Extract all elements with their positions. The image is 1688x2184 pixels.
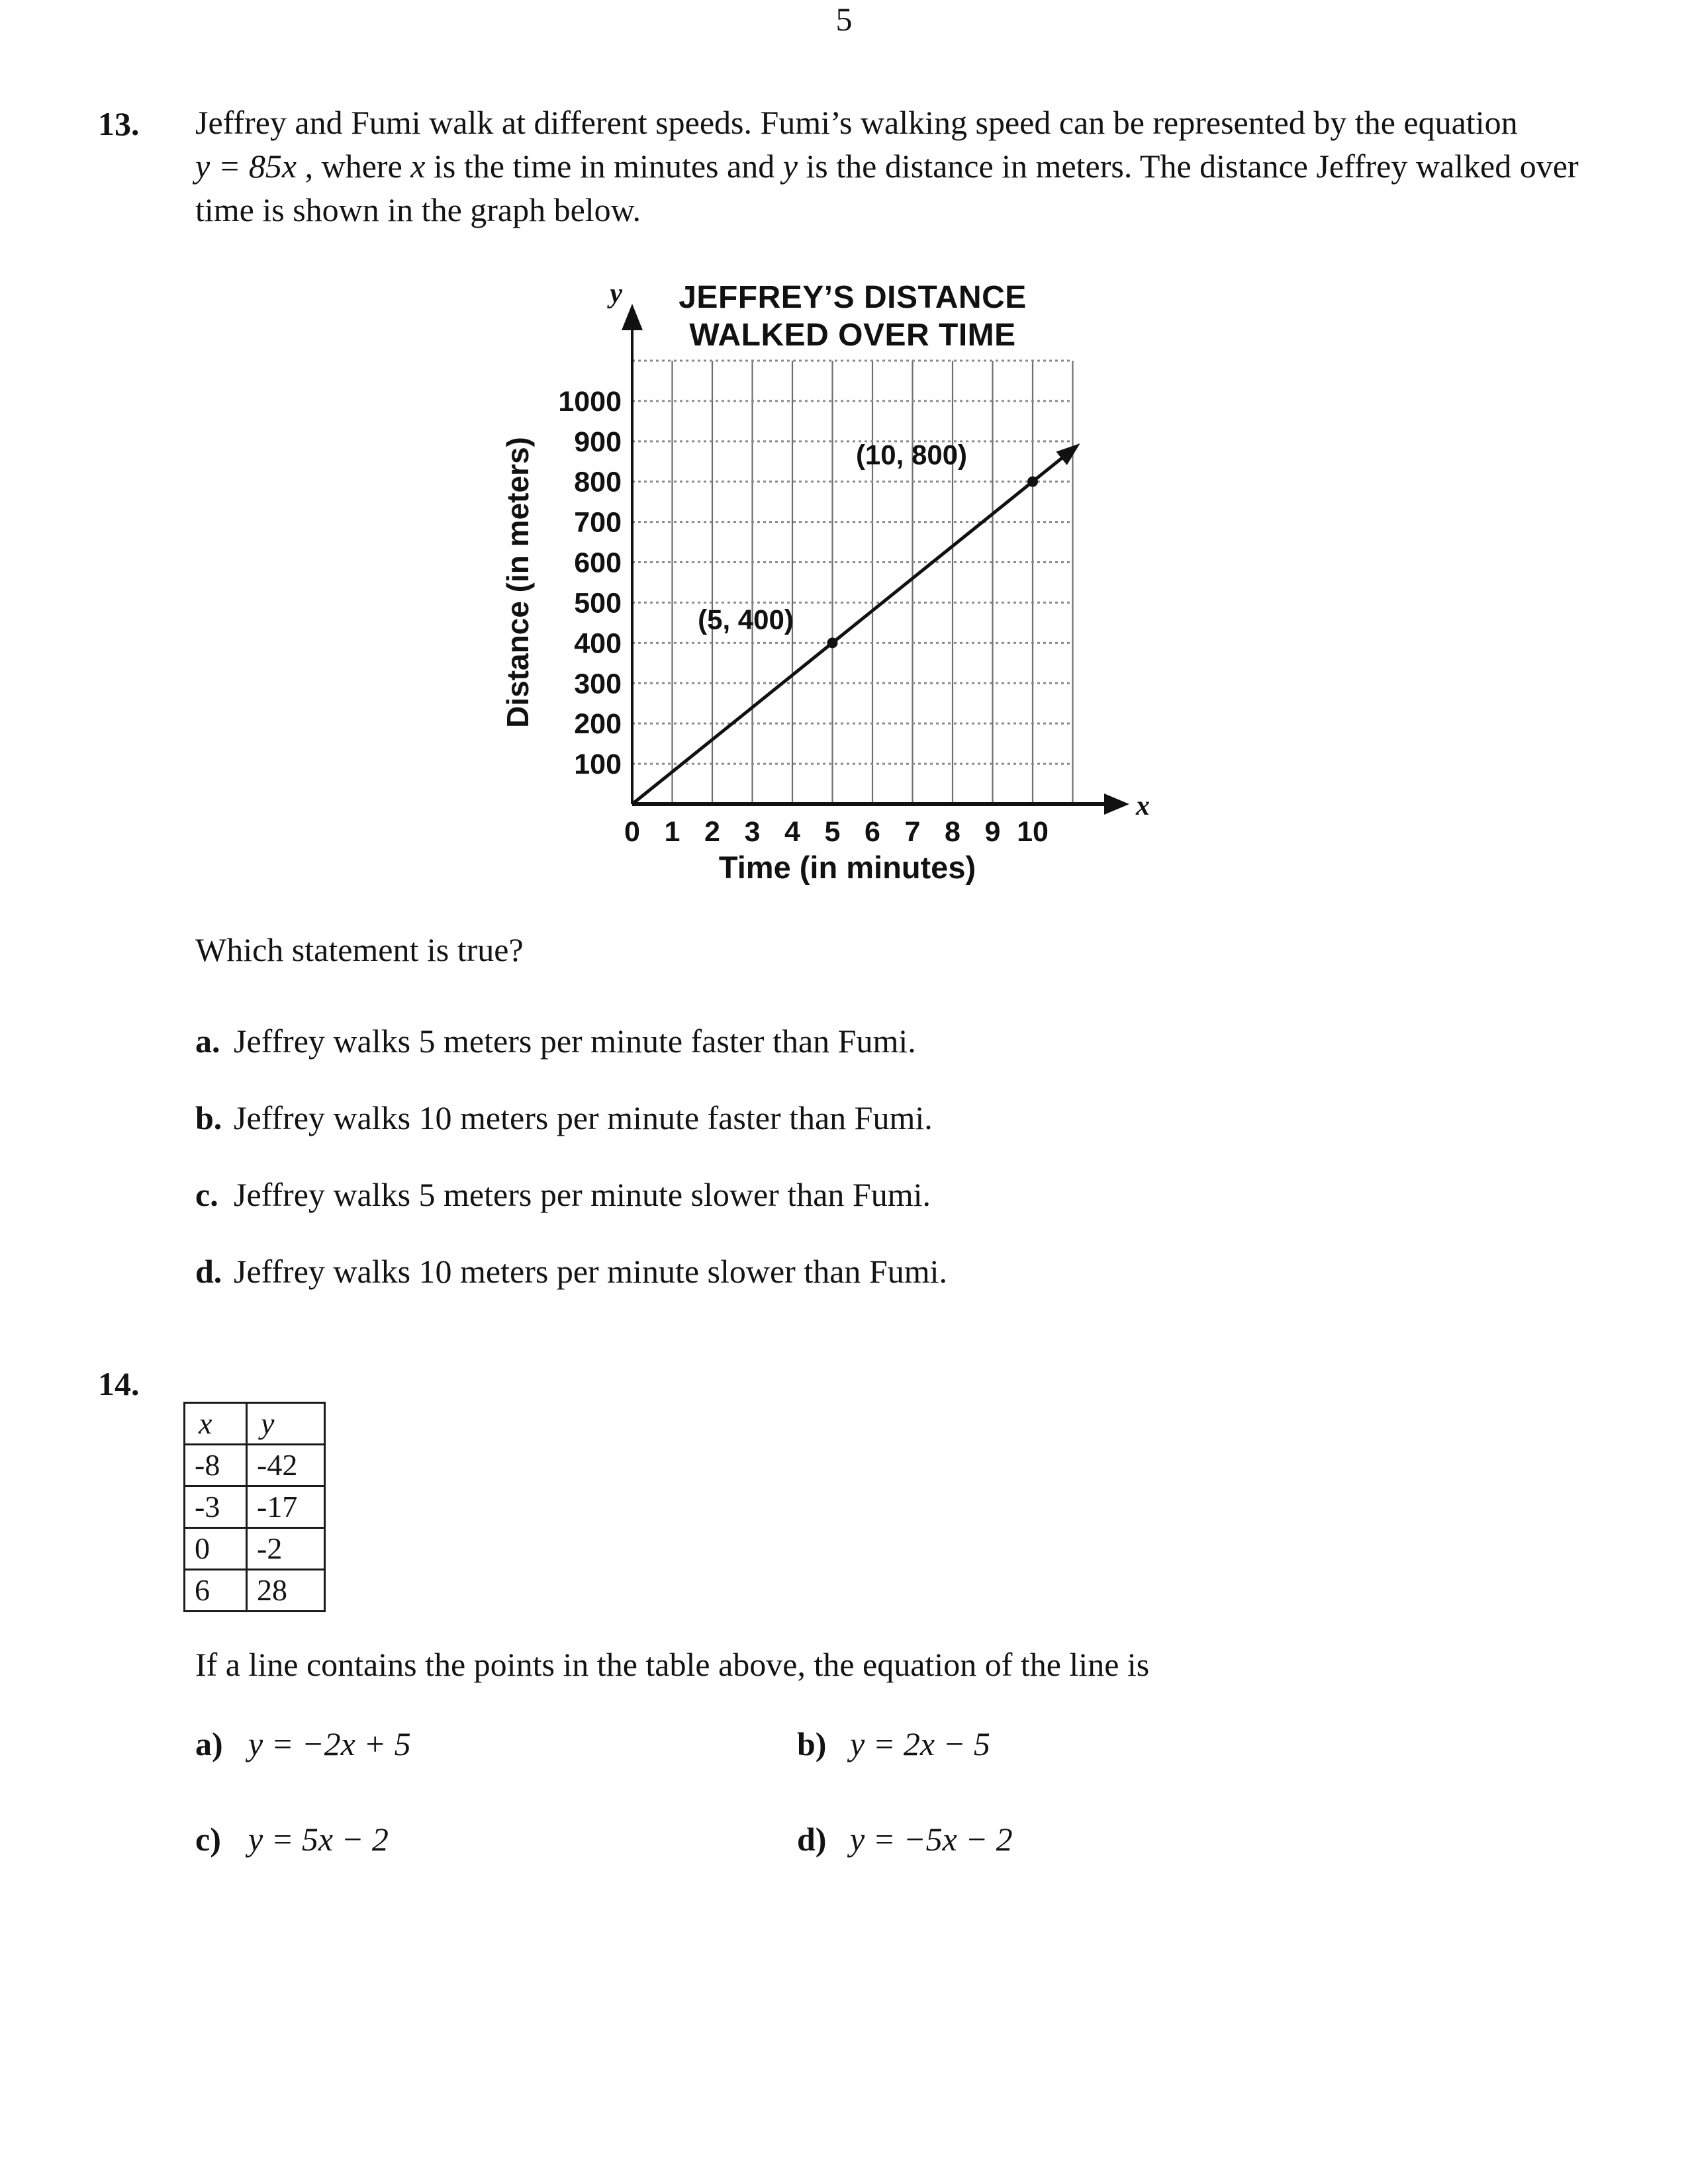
cell-y-2: -2 (247, 1528, 325, 1570)
question-13-line-3: time is shown in the graph below. (195, 191, 641, 228)
cell-x-0: -8 (185, 1445, 247, 1486)
cell-y-0: -42 (247, 1445, 325, 1486)
table-row (185, 1570, 325, 1612)
cell-y-1: -17 (247, 1486, 325, 1528)
x-axis-symbol: x (1136, 791, 1150, 821)
y-tick-label-900: 900 (574, 426, 622, 458)
xy-table (183, 1402, 326, 1612)
question-13-line-1: Jeffrey and Fumi walk at different speeds. Fumi’s walking speed can be represented by the equation (195, 104, 1518, 141)
line2-text-1: , where (297, 148, 411, 185)
choice-14-d (797, 1817, 1013, 1861)
y-axis-arrow (622, 304, 643, 330)
line2-text-3: is the distance in meters. The distance Jeffrey walked over (797, 148, 1579, 185)
cell-x-3: 6 (185, 1570, 247, 1612)
choice-14-b-label: b) (797, 1725, 827, 1762)
chart-title-line-1: JEFFREY’S DISTANCE (679, 280, 1027, 315)
table-row (185, 1528, 325, 1570)
y-tick-label-400: 400 (574, 627, 622, 660)
choice-14-a-equation: y = −2x + 5 (248, 1725, 411, 1762)
data-point-label-5-400: (5, 400) (698, 604, 794, 635)
choice-14-c-label: c) (195, 1821, 221, 1858)
y-tick-label-200: 200 (574, 708, 622, 741)
table-row (185, 1445, 325, 1486)
choice-13-b-text: Jeffrey walks 10 meters per minute faster than Fumi. (234, 1099, 933, 1136)
data-point-10-800 (1027, 477, 1038, 487)
question-14-number: 14. (98, 1365, 140, 1402)
y-tick-label-800: 800 (574, 466, 622, 498)
cell-x-1: -3 (185, 1486, 247, 1528)
question-13-text (195, 101, 1579, 232)
cell-x-2: 0 (185, 1528, 247, 1570)
choice-13-d-text: Jeffrey walks 10 meters per minute slower than Fumi. (234, 1253, 948, 1290)
data-point-label-10-800: (10, 800) (855, 439, 968, 471)
choice-13-a-text: Jeffrey walks 5 meters per minute faster than Fumi. (234, 1023, 916, 1060)
y-tick-label-300: 300 (574, 668, 622, 700)
y-axis-symbol: y (610, 279, 622, 309)
y-tick-label-600: 600 (574, 547, 622, 579)
choice-14-c-equation: y = 5x − 2 (248, 1821, 389, 1858)
question-13-prompt: Which statement is true? (195, 931, 524, 968)
x-tick-label-2: 2 (704, 816, 720, 848)
choice-14-a-label: a) (195, 1725, 223, 1762)
x-tick-label-5: 5 (824, 816, 841, 848)
x-tick-label-8: 8 (945, 816, 961, 848)
var-x: x (410, 148, 426, 185)
choice-13-a (195, 1019, 916, 1063)
choice-13-b-label: b. (195, 1099, 222, 1136)
y-axis-title: Distance (in meters) (500, 437, 535, 728)
choice-14-c (195, 1817, 389, 1861)
x-tick-label-9: 9 (984, 816, 1001, 848)
chart-svg (490, 261, 1158, 890)
chart-title-line-2: WALKED OVER TIME (689, 318, 1016, 353)
x-axis-arrow (1104, 794, 1129, 815)
question-13-line-2 (195, 144, 1579, 188)
table-header-row (185, 1403, 325, 1445)
choice-13-c-label: c. (195, 1176, 218, 1213)
x-tick-label-4: 4 (784, 816, 800, 848)
choice-14-d-label: d) (797, 1821, 827, 1858)
question-13-number: 13. (98, 105, 140, 142)
choice-13-c (195, 1173, 931, 1216)
line2-text-2: is the time in minutes and (425, 148, 783, 185)
x-tick-label-0: 0 (624, 816, 640, 848)
cell-y-3: 28 (247, 1570, 325, 1612)
choice-13-b (195, 1096, 933, 1140)
table-row (185, 1486, 325, 1528)
choice-14-a (195, 1722, 411, 1766)
choice-14-d-equation: y = −5x − 2 (850, 1821, 1013, 1858)
choice-14-b-equation: y = 2x − 5 (850, 1725, 990, 1762)
choice-14-b (797, 1722, 990, 1766)
choice-13-a-label: a. (195, 1023, 220, 1060)
x-tick-label-1: 1 (664, 816, 680, 848)
y-tick-label-100: 100 (574, 749, 622, 781)
table-header-y: y (247, 1403, 325, 1445)
table-header-x: x (185, 1403, 247, 1445)
choice-13-c-text: Jeffrey walks 5 meters per minute slower than Fumi. (234, 1176, 931, 1213)
choice-13-d-label: d. (195, 1253, 222, 1290)
x-tick-label-10: 10 (1017, 816, 1049, 848)
y-tick-label-700: 700 (574, 506, 622, 539)
y-tick-label-500: 500 (574, 587, 622, 619)
var-y: y (782, 148, 798, 185)
data-point-5-400 (827, 637, 838, 648)
jeffrey-distance-chart (490, 261, 1158, 890)
y-tick-label-1000: 1000 (558, 385, 622, 418)
x-tick-label-6: 6 (865, 816, 880, 848)
choice-13-d (195, 1250, 947, 1293)
question-14-prompt: If a line contains the points in the table above, the equation of the line is (195, 1646, 1150, 1683)
x-tick-label-7: 7 (904, 816, 921, 848)
x-axis-title: Time (in minutes) (718, 850, 976, 885)
page-number: 5 (835, 1, 853, 38)
x-tick-label-3: 3 (744, 816, 761, 848)
equation-fumi: y = 85x (195, 148, 297, 185)
